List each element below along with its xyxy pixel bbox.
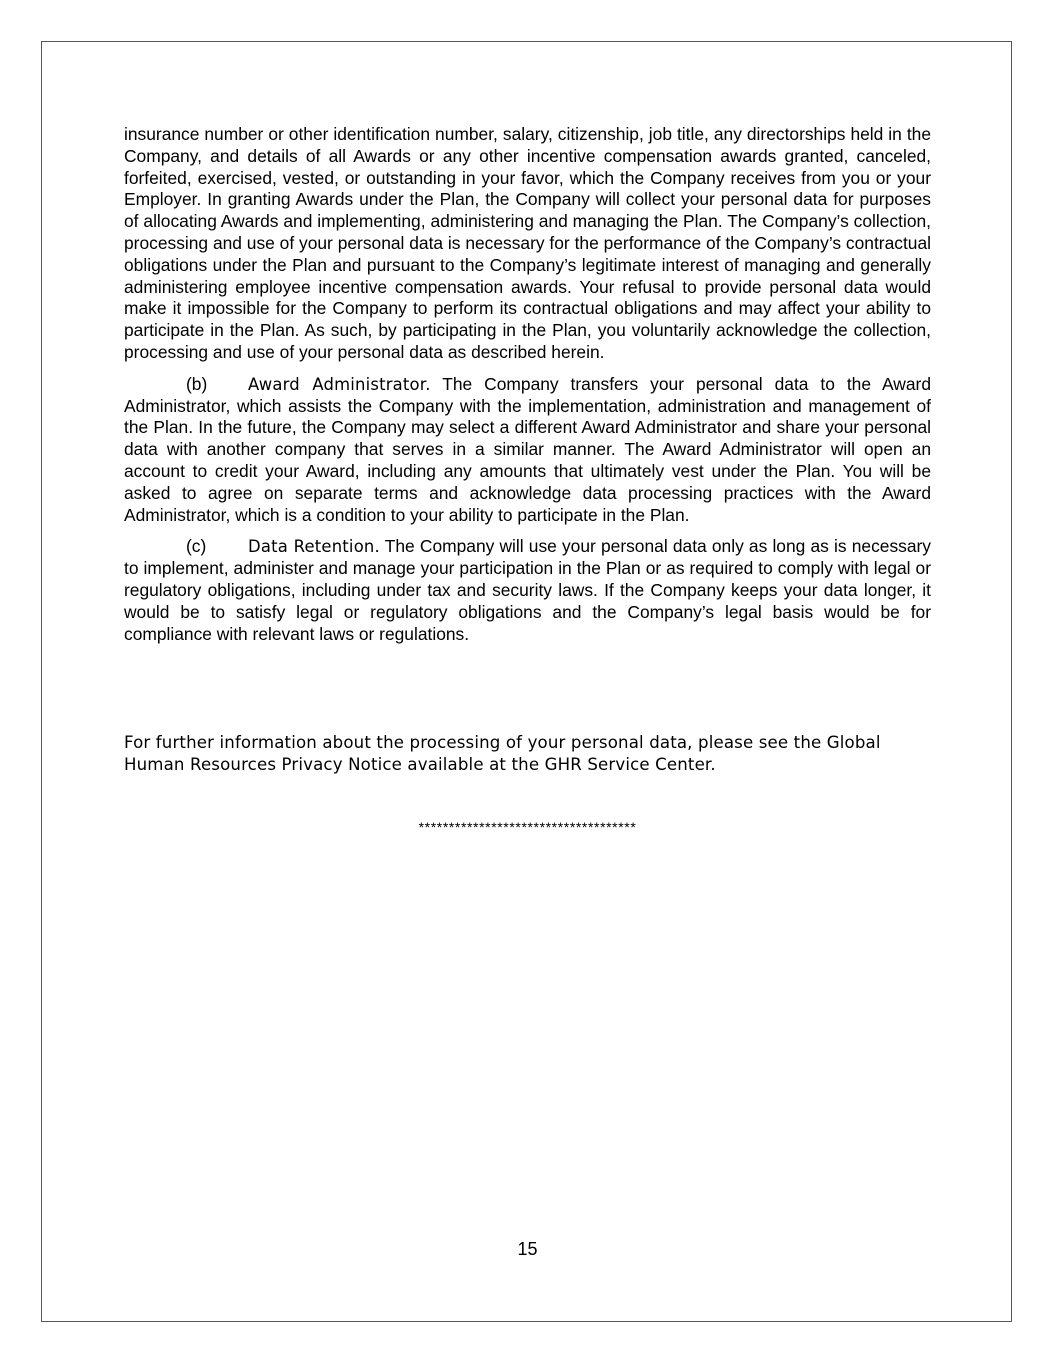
- further-information-paragraph: For further information about the processing of your personal data, please see the Global Human Resources Privacy Notice available at the GHR Service Center.: [124, 733, 881, 774]
- section-b-body: The Company transfers your personal data to the Award Administrator, which assists the Company with the implementation, administration and management of the Plan. In the future, the Company may select a different Award Administrator and share your personal data with another company that serves in a similar manner. The Award Administrator will open an account to credit your Award, including any amounts that ultimately vest under the Plan. You will be asked to agree on separate terms and acknowledge data processing practices with the Award Administrator, which is a condition to your ability to participate in the Plan.: [124, 373, 931, 525]
- intro-paragraph: insurance number or other identification number, salary, citizenship, job title, any directorships held in the Company, and details of all Awards or any other incentive compensation awards granted, canceled, forfeited, exercised, vested, or outstanding in your favor, which the Company receives from you or your Employer. In granting Awards under the Plan, the Company will collect your personal data for purposes of allocating Awards and implementing, administering and managing the Plan. The Company’s collection, processing and use of your personal data is necessary for the performance of the Company’s contractual obligations under the Plan and pursuant to the Company’s legitimate interest of managing and generally administering employee incentive compensation awards. Your refusal to provide personal data would make it impossible for the Company to perform its contractual obligations and may affect your ability to participate in the Plan. As such, by participating in the Plan, you voluntarily acknowledge the collection, processing and use of your personal data as described herein.: [124, 124, 931, 362]
- section-c-marker: (c): [186, 536, 207, 557]
- section-b-marker: (b): [186, 373, 208, 394]
- section-b-paragraph: [124, 374, 931, 527]
- page-number: 15: [517, 1239, 538, 1259]
- section-c-paragraph: [124, 536, 931, 645]
- document-body: [124, 124, 931, 645]
- section-b-heading: Award Administrator.: [248, 374, 431, 394]
- section-c-body: The Company will use your personal data only as long as is necessary to implement, administer and manage your participation in the Plan or as required to comply with legal or regulatory obligations, including under tax and security laws. If the Company keeps your data longer, it would be to satisfy legal or regulatory obligations and the Company’s legal basis would be for compliance with relevant laws or regulations.: [124, 536, 931, 644]
- asterisk-separator: ************************************: [418, 819, 637, 835]
- section-c-heading: Data Retention.: [248, 537, 380, 557]
